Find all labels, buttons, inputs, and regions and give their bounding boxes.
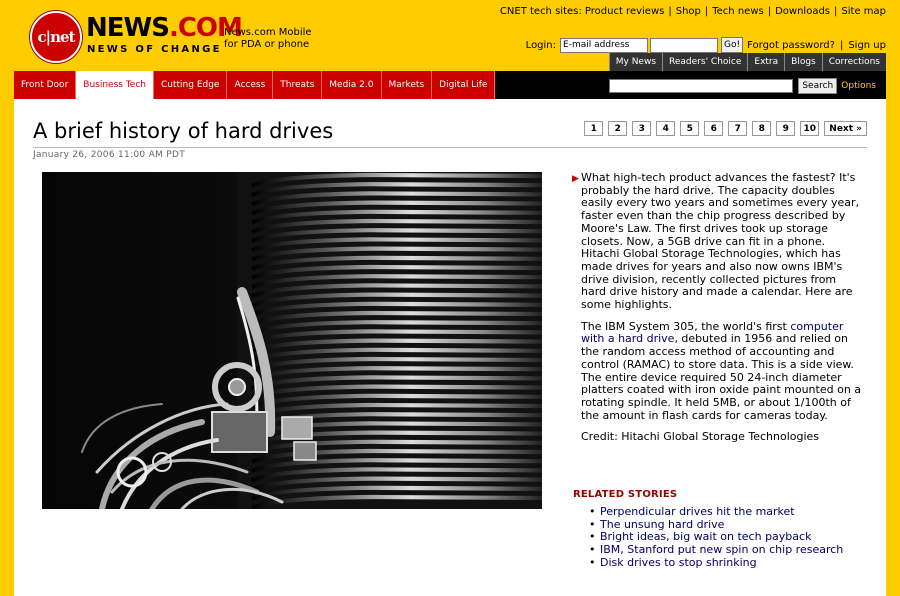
article-intro: ▶ What high-tech product advances the fastest? It's probably the hard drive. The capacity doubles easily every two years and sometimes every year, faster even than the chip progress described by Moore's Law. The first drives took up storage closets. Now, a 5GB drive can fit in a phone. Hitachi Global Storage Technologies, which has made drives for years and also now owns IBM's drive division, recently collected pictures from hard drive history and made a calendar. Here are some highlights. (572, 171, 860, 312)
page-link-2[interactable]: 2 (608, 121, 627, 136)
mobile-link-line1[interactable]: News.com Mobile (224, 27, 312, 38)
hard-drive-photo (42, 172, 542, 509)
cnet-logo-text: c|net (37, 28, 75, 46)
next-page-link[interactable]: Next » (824, 121, 867, 136)
related-stories-list (600, 506, 865, 570)
cnet-logo[interactable] (30, 11, 82, 63)
tab-my-news[interactable]: My News (609, 53, 662, 71)
page-link-1[interactable]: 1 (584, 121, 603, 136)
nav-tab-front-door[interactable]: Front Door (14, 71, 76, 99)
article-paragraph: The IBM System 305, the world's first computer with a hard drive, debuted in 1956 and relied on the random access method of accounting and control (RAMAC) to store data. This is a side view. The entire device required 50 24-inch diameter platters coated with iron oxide paint mounted on a rotating spindle. It held 5MB, or about 1/100th of the amount in flash cards for cameras today. (581, 319, 862, 422)
search-button[interactable]: Search (798, 78, 837, 94)
related-stories-heading: RELATED STORIES (573, 489, 678, 500)
shop-link[interactable]: Shop (675, 6, 701, 17)
login-label: Login: (525, 39, 557, 51)
tab-readers-choice[interactable]: Readers' Choice (662, 53, 747, 71)
page-link-4[interactable]: 4 (656, 121, 675, 136)
article-dateline: January 26, 2006 11:00 AM PDT (33, 150, 186, 160)
main-content (14, 99, 886, 596)
computer-with-hard-drive-link[interactable]: computer with a hard drive (581, 319, 844, 346)
nav-tab-business-tech[interactable]: Business Tech (76, 71, 154, 99)
secondary-tabs (609, 53, 886, 71)
cnet-tech-sites: CNET tech sites: Product reviews | Shop | Tech news | Downloads | Site map (499, 6, 886, 17)
related-story-link[interactable]: Bright ideas, big wait on tech payback (600, 530, 812, 544)
nav-tab-digital-life[interactable]: Digital Life (432, 71, 495, 99)
site-title[interactable]: NEWS.COM (86, 13, 242, 43)
sign-up-link[interactable]: Sign up (848, 39, 886, 51)
related-story-link[interactable]: Disk drives to stop shrinking (600, 555, 757, 569)
ramac-platters-image (42, 172, 542, 509)
page-link-8[interactable]: 8 (752, 121, 771, 136)
nav-tab-threats[interactable]: Threats (273, 71, 322, 99)
site-map-link[interactable]: Site map (841, 6, 886, 17)
page-link-6[interactable]: 6 (704, 121, 723, 136)
forgot-password-link[interactable]: Forgot password? (747, 39, 835, 51)
tab-extra[interactable]: Extra (747, 53, 784, 71)
page-title: A brief history of hard drives (33, 119, 334, 143)
page-link-5[interactable]: 5 (680, 121, 699, 136)
login-bar: Login: E-mail address Go! Forgot password? | Sign up (526, 37, 886, 53)
tab-blogs[interactable]: Blogs (784, 53, 822, 71)
tech-news-link[interactable]: Tech news (712, 6, 764, 17)
related-story-link[interactable]: Perpendicular drives hit the market (600, 505, 795, 518)
page-link-10[interactable]: 10 (800, 121, 819, 136)
title-divider (33, 147, 867, 148)
page-link-3[interactable]: 3 (632, 121, 651, 136)
tech-sites-label: CNET tech sites: (499, 6, 582, 17)
nav-tab-access[interactable]: Access (227, 71, 273, 99)
site-tagline: NEWS OF CHANGE (87, 44, 222, 55)
lead-arrow-icon: ▶ (572, 174, 579, 184)
page-link-7[interactable]: 7 (728, 121, 747, 136)
related-story-link[interactable]: The unsung hard drive (600, 517, 725, 531)
section-nav-bar (14, 71, 886, 99)
search-options-link[interactable]: Options (841, 81, 876, 91)
nav-tab-markets[interactable]: Markets (382, 71, 433, 99)
photo-credit: Credit: Hitachi Global Storage Technologies (581, 430, 820, 444)
nav-tab-media-2-0[interactable]: Media 2.0 (322, 71, 381, 99)
password-field[interactable] (650, 38, 718, 53)
downloads-link[interactable]: Downloads (775, 6, 831, 17)
article-body (572, 172, 862, 453)
platter-stack (237, 172, 542, 509)
mobile-link-line2[interactable]: for PDA or phone (224, 39, 310, 50)
nav-tab-cutting-edge[interactable]: Cutting Edge (154, 71, 227, 99)
page-link-9[interactable]: 9 (776, 121, 795, 136)
photo-pager (579, 121, 867, 136)
email-field[interactable] (560, 38, 648, 53)
tab-corrections[interactable]: Corrections (822, 53, 886, 71)
search-input[interactable] (609, 79, 793, 93)
list-item (600, 557, 865, 570)
product-reviews-link[interactable]: Product reviews (584, 6, 665, 17)
related-story-link[interactable]: IBM, Stanford put new spin on chip research (600, 543, 844, 557)
go-button[interactable]: Go! (721, 37, 743, 53)
